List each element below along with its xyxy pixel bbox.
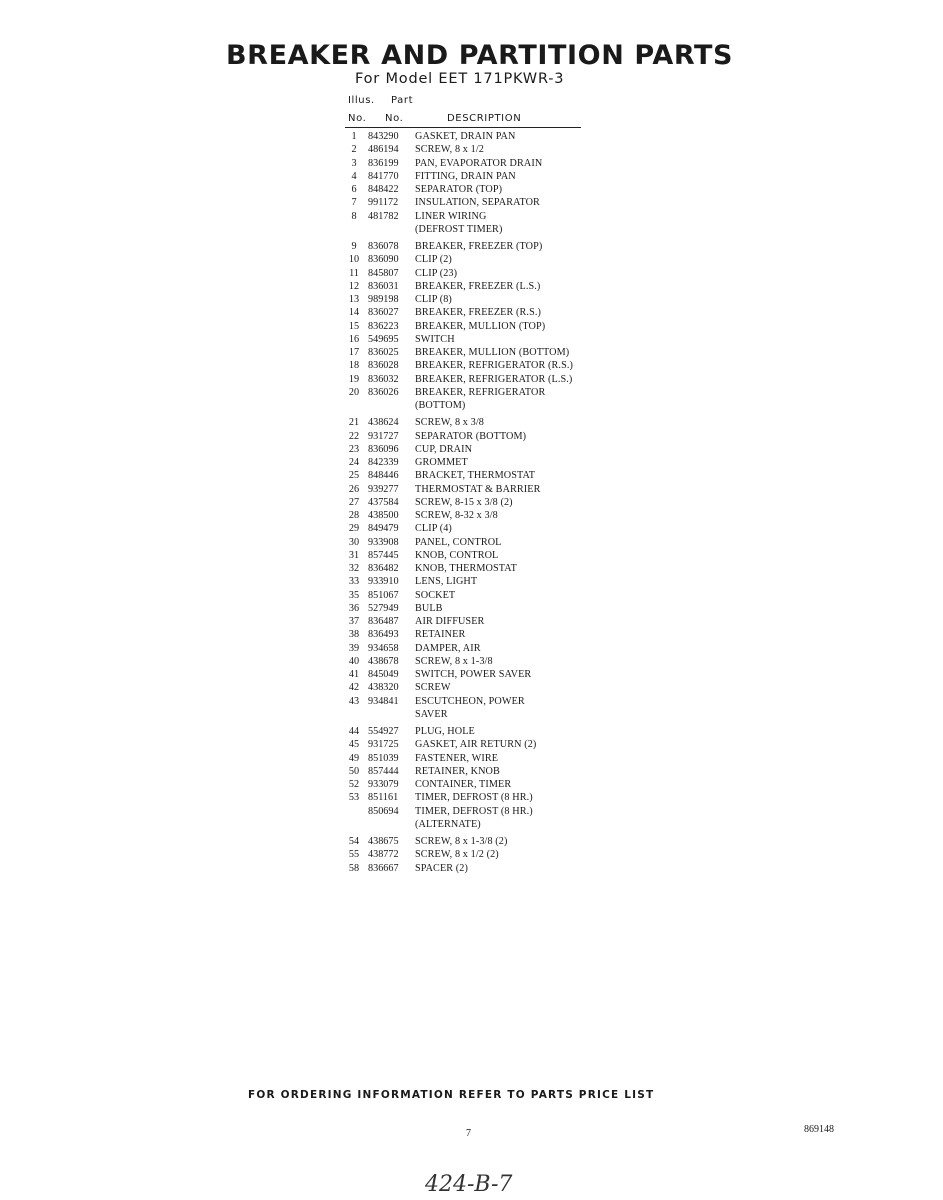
page-title: BREAKER AND PARTITION PARTS bbox=[226, 40, 734, 71]
illus-number: 9 bbox=[351, 241, 357, 252]
part-row bbox=[340, 549, 640, 562]
illus-number: 1 bbox=[351, 131, 357, 142]
part-number bbox=[368, 223, 415, 236]
part-number: 836090 bbox=[368, 254, 399, 266]
header-description: DESCRIPTION bbox=[447, 113, 522, 124]
part-description: GROMMET bbox=[415, 457, 468, 468]
part-row bbox=[340, 196, 640, 209]
illus-number bbox=[340, 223, 368, 236]
illus-number: 38 bbox=[348, 629, 360, 641]
part-number: 836078 bbox=[368, 241, 399, 252]
part-number: 437584 bbox=[368, 496, 399, 508]
part-number: 438500 bbox=[368, 510, 399, 521]
illus-number: 24 bbox=[348, 457, 360, 468]
illus-number: 55 bbox=[348, 849, 360, 861]
part-description: BREAKER, REFRIGERATOR (L.S.) bbox=[415, 373, 573, 385]
illus-number: 17 bbox=[348, 347, 360, 358]
part-row bbox=[340, 575, 640, 588]
part-number: 486194 bbox=[368, 144, 399, 156]
part-row bbox=[340, 628, 640, 641]
part-number: 843290 bbox=[368, 131, 399, 142]
part-row bbox=[340, 615, 640, 628]
illus-number: 33 bbox=[348, 576, 360, 588]
part-row bbox=[340, 386, 640, 399]
illus-number: 18 bbox=[348, 360, 360, 372]
part-row bbox=[340, 253, 640, 266]
part-description: PLUG, HOLE bbox=[415, 726, 475, 737]
illus-number: 54 bbox=[348, 836, 360, 847]
part-number: 438772 bbox=[368, 849, 399, 861]
part-row bbox=[340, 738, 640, 751]
illus-number: 39 bbox=[348, 642, 360, 654]
part-description: SCREW, 8-32 x 3/8 bbox=[415, 510, 498, 521]
header-part: Part bbox=[391, 95, 414, 106]
illus-number: 3 bbox=[351, 157, 357, 169]
part-number: 836027 bbox=[368, 307, 399, 319]
part-description: GASKET, DRAIN PAN bbox=[415, 131, 516, 142]
part-description: SEPARATOR (TOP) bbox=[415, 184, 503, 195]
part-number: 933079 bbox=[368, 779, 399, 790]
part-row bbox=[340, 469, 640, 482]
part-description: RETAINER bbox=[415, 629, 466, 641]
illus-number: 45 bbox=[348, 739, 360, 751]
part-row bbox=[340, 509, 640, 522]
illus-number: 8 bbox=[351, 210, 357, 222]
part-number bbox=[368, 818, 415, 831]
part-row bbox=[340, 725, 640, 738]
part-description: BULB bbox=[415, 602, 443, 614]
part-row bbox=[340, 359, 640, 372]
part-number: 991172 bbox=[368, 197, 399, 209]
part-row bbox=[340, 293, 640, 306]
part-number: 527949 bbox=[368, 602, 399, 614]
part-description: SOCKET bbox=[415, 589, 456, 601]
part-row bbox=[340, 483, 640, 496]
part-number: 836487 bbox=[368, 616, 399, 627]
illus-number: 16 bbox=[348, 333, 360, 345]
part-row bbox=[340, 280, 640, 293]
part-description: KNOB, CONTROL bbox=[415, 549, 499, 561]
illus-number: 58 bbox=[348, 862, 360, 874]
illus-number: 21 bbox=[348, 417, 360, 429]
part-description: (DEFROST TIMER) bbox=[415, 223, 503, 235]
part-row bbox=[340, 267, 640, 280]
part-row bbox=[340, 778, 640, 791]
part-description: (BOTTOM) bbox=[415, 400, 466, 411]
part-row bbox=[340, 695, 640, 708]
illus-number: 7 bbox=[351, 197, 357, 209]
part-description: CUP, DRAIN bbox=[415, 443, 473, 455]
illus-number: 22 bbox=[348, 430, 360, 442]
illus-number: 28 bbox=[348, 510, 360, 521]
illus-number: 2 bbox=[351, 144, 357, 156]
part-description: TIMER, DEFROST (8 HR.) bbox=[415, 805, 533, 817]
part-row bbox=[340, 862, 640, 875]
part-description: BREAKER, REFRIGERATOR bbox=[415, 386, 546, 398]
part-row bbox=[340, 668, 640, 681]
part-number: 851067 bbox=[368, 589, 399, 601]
illus-number: 37 bbox=[348, 616, 360, 627]
illus-number: 29 bbox=[348, 523, 360, 535]
part-description: SCREW, 8 x 1-3/8 (2) bbox=[415, 836, 508, 847]
part-row bbox=[340, 170, 640, 183]
part-description: ESCUTCHEON, POWER bbox=[415, 695, 525, 707]
part-description: CONTAINER, TIMER bbox=[415, 779, 512, 790]
part-number: 836032 bbox=[368, 373, 399, 385]
header-no: No. bbox=[348, 113, 367, 124]
part-row bbox=[340, 443, 640, 456]
part-description: SEPARATOR (BOTTOM) bbox=[415, 430, 527, 442]
part-description: CLIP (2) bbox=[415, 254, 452, 266]
illus-number: 40 bbox=[348, 655, 360, 667]
part-number: 836223 bbox=[368, 320, 399, 332]
part-row bbox=[340, 681, 640, 694]
illus-number: 11 bbox=[349, 267, 359, 279]
part-description: SCREW, 8-15 x 3/8 (2) bbox=[415, 496, 513, 508]
part-description: BREAKER, MULLION (BOTTOM) bbox=[415, 347, 570, 358]
part-description: SWITCH, POWER SAVER bbox=[415, 669, 532, 680]
illus-number: 32 bbox=[348, 563, 360, 574]
illus-number: 19 bbox=[348, 373, 360, 385]
illus-number: 53 bbox=[348, 792, 360, 804]
part-row bbox=[340, 522, 640, 535]
illus-number bbox=[340, 805, 368, 818]
illus-number: 49 bbox=[348, 752, 360, 764]
part-description: LENS, LIGHT bbox=[415, 576, 478, 588]
page-number: 7 bbox=[466, 1128, 471, 1139]
part-description: CLIP (23) bbox=[415, 267, 458, 279]
part-number: 438320 bbox=[368, 682, 399, 694]
part-row bbox=[340, 157, 640, 170]
illus-number: 25 bbox=[348, 470, 360, 482]
handwritten-note: 424-B-7 bbox=[425, 1172, 513, 1197]
part-row bbox=[340, 143, 640, 156]
part-number: 836482 bbox=[368, 563, 399, 574]
part-row bbox=[340, 655, 640, 668]
part-row bbox=[340, 373, 640, 386]
illus-number bbox=[340, 818, 368, 831]
part-number: 438678 bbox=[368, 655, 399, 667]
part-number: 933910 bbox=[368, 576, 399, 588]
part-number: 836493 bbox=[368, 629, 399, 641]
part-row bbox=[340, 240, 640, 253]
part-description: FASTENER, WIRE bbox=[415, 752, 499, 764]
part-description: BREAKER, MULLION (TOP) bbox=[415, 320, 546, 332]
illus-number: 4 bbox=[351, 170, 357, 182]
illus-number: 31 bbox=[348, 549, 360, 561]
part-description: (ALTERNATE) bbox=[415, 818, 481, 830]
part-number: 848446 bbox=[368, 470, 399, 482]
part-number: 836096 bbox=[368, 443, 399, 455]
part-number: 857444 bbox=[368, 765, 399, 777]
part-number: 851039 bbox=[368, 752, 399, 764]
part-row bbox=[340, 562, 640, 575]
part-description: CLIP (8) bbox=[415, 294, 452, 305]
part-description: PANEL, CONTROL bbox=[415, 536, 502, 548]
part-description: DAMPER, AIR bbox=[415, 642, 481, 654]
part-row bbox=[340, 130, 640, 143]
part-description: SAVER bbox=[415, 708, 448, 720]
part-row bbox=[340, 589, 640, 602]
part-number: 989198 bbox=[368, 294, 399, 305]
part-row bbox=[340, 496, 640, 509]
part-description: GASKET, AIR RETURN (2) bbox=[415, 739, 537, 751]
part-number: 845049 bbox=[368, 669, 399, 680]
part-description: INSULATION, SEPARATOR bbox=[415, 197, 540, 209]
part-row bbox=[340, 835, 640, 848]
part-row bbox=[340, 602, 640, 615]
part-number: 836199 bbox=[368, 157, 399, 169]
header-illus: Illus. bbox=[348, 95, 375, 106]
part-row bbox=[340, 223, 640, 236]
part-number bbox=[368, 708, 415, 721]
part-row bbox=[340, 346, 640, 359]
part-number: 931727 bbox=[368, 430, 399, 442]
part-row bbox=[340, 642, 640, 655]
illus-number: 15 bbox=[348, 320, 360, 332]
illus-number: 42 bbox=[348, 682, 360, 694]
part-description: RETAINER, KNOB bbox=[415, 765, 500, 777]
part-row bbox=[340, 399, 640, 412]
illus-number bbox=[340, 708, 368, 721]
part-description: SWITCH bbox=[415, 333, 455, 345]
part-description: SCREW, 8 x 1-3/8 bbox=[415, 655, 493, 667]
illus-number: 14 bbox=[348, 307, 360, 319]
illus-number: 36 bbox=[348, 602, 360, 614]
model-subtitle: For Model EET 171PKWR-3 bbox=[355, 71, 565, 87]
part-row bbox=[340, 765, 640, 778]
illus-number: 10 bbox=[348, 254, 360, 266]
part-description: SCREW, 8 x 3/8 bbox=[415, 417, 484, 429]
part-row bbox=[340, 536, 640, 549]
part-row bbox=[340, 456, 640, 469]
part-row bbox=[340, 818, 640, 831]
illus-number: 41 bbox=[348, 669, 360, 680]
part-row bbox=[340, 306, 640, 319]
part-number: 549695 bbox=[368, 333, 399, 345]
part-number: 857445 bbox=[368, 549, 399, 561]
illus-number: 43 bbox=[348, 695, 360, 707]
illus-number: 6 bbox=[351, 184, 357, 195]
part-description: LINER WIRING bbox=[415, 210, 487, 222]
parts-list bbox=[340, 130, 640, 875]
part-description: FITTING, DRAIN PAN bbox=[415, 170, 516, 182]
part-number: 836667 bbox=[368, 862, 399, 874]
part-description: SCREW bbox=[415, 682, 451, 694]
part-description: SPACER (2) bbox=[415, 862, 468, 874]
part-number: 933908 bbox=[368, 536, 399, 548]
part-description: BREAKER, FREEZER (L.S.) bbox=[415, 280, 541, 292]
part-description: THERMOSTAT & BARRIER bbox=[415, 483, 541, 495]
part-description: CLIP (4) bbox=[415, 523, 452, 535]
part-number: 841770 bbox=[368, 170, 399, 182]
part-number: 842339 bbox=[368, 457, 399, 468]
part-number: 836028 bbox=[368, 360, 399, 372]
part-row bbox=[340, 416, 640, 429]
illus-number: 12 bbox=[348, 280, 360, 292]
illus-number: 27 bbox=[348, 496, 360, 508]
part-number: 836025 bbox=[368, 347, 399, 358]
part-row bbox=[340, 430, 640, 443]
part-description: SCREW, 8 x 1/2 bbox=[415, 144, 484, 156]
header-rule bbox=[345, 127, 581, 128]
part-number: 850694 bbox=[368, 805, 399, 817]
part-description: BREAKER, FREEZER (R.S.) bbox=[415, 307, 541, 319]
part-number: 934658 bbox=[368, 642, 399, 654]
part-number: 481782 bbox=[368, 210, 399, 222]
part-number: 438624 bbox=[368, 417, 399, 429]
illus-number: 26 bbox=[348, 483, 360, 495]
part-number: 836026 bbox=[368, 386, 399, 398]
part-description: SCREW, 8 x 1/2 (2) bbox=[415, 849, 499, 861]
illus-number: 52 bbox=[348, 779, 360, 790]
part-row bbox=[340, 848, 640, 861]
part-description: PAN, EVAPORATOR DRAIN bbox=[415, 157, 543, 169]
part-row bbox=[340, 333, 640, 346]
part-description: BREAKER, FREEZER (TOP) bbox=[415, 241, 543, 252]
part-number: 931725 bbox=[368, 739, 399, 751]
illus-number: 23 bbox=[348, 443, 360, 455]
part-row bbox=[340, 320, 640, 333]
part-number: 438675 bbox=[368, 836, 399, 847]
part-number bbox=[368, 399, 415, 412]
illus-number: 35 bbox=[348, 589, 360, 601]
part-description: BREAKER, REFRIGERATOR (R.S.) bbox=[415, 360, 573, 372]
part-description: AIR DIFFUSER bbox=[415, 616, 485, 627]
part-row bbox=[340, 708, 640, 721]
illus-number: 30 bbox=[348, 536, 360, 548]
part-number: 939277 bbox=[368, 483, 399, 495]
part-row bbox=[340, 210, 640, 223]
part-number: 554927 bbox=[368, 726, 399, 737]
document-number: 869148 bbox=[804, 1124, 834, 1135]
part-row bbox=[340, 752, 640, 765]
illus-number: 44 bbox=[348, 726, 360, 737]
part-description: TIMER, DEFROST (8 HR.) bbox=[415, 792, 533, 804]
part-number: 836031 bbox=[368, 280, 399, 292]
illus-number bbox=[340, 399, 368, 412]
part-description: KNOB, THERMOSTAT bbox=[415, 563, 517, 574]
illus-number: 50 bbox=[348, 765, 360, 777]
part-row bbox=[340, 183, 640, 196]
illus-number: 20 bbox=[348, 386, 360, 398]
part-description: BRACKET, THERMOSTAT bbox=[415, 470, 536, 482]
part-number: 849479 bbox=[368, 523, 399, 535]
header-no-2: No. bbox=[385, 113, 404, 124]
part-row bbox=[340, 791, 640, 804]
illus-number: 13 bbox=[348, 294, 360, 305]
ordering-info-footer: FOR ORDERING INFORMATION REFER TO PARTS PRICE LIST bbox=[248, 1089, 655, 1101]
part-number: 848422 bbox=[368, 184, 399, 195]
part-number: 845807 bbox=[368, 267, 399, 279]
part-row bbox=[340, 805, 640, 818]
part-number: 934841 bbox=[368, 695, 399, 707]
part-number: 851161 bbox=[368, 792, 399, 804]
